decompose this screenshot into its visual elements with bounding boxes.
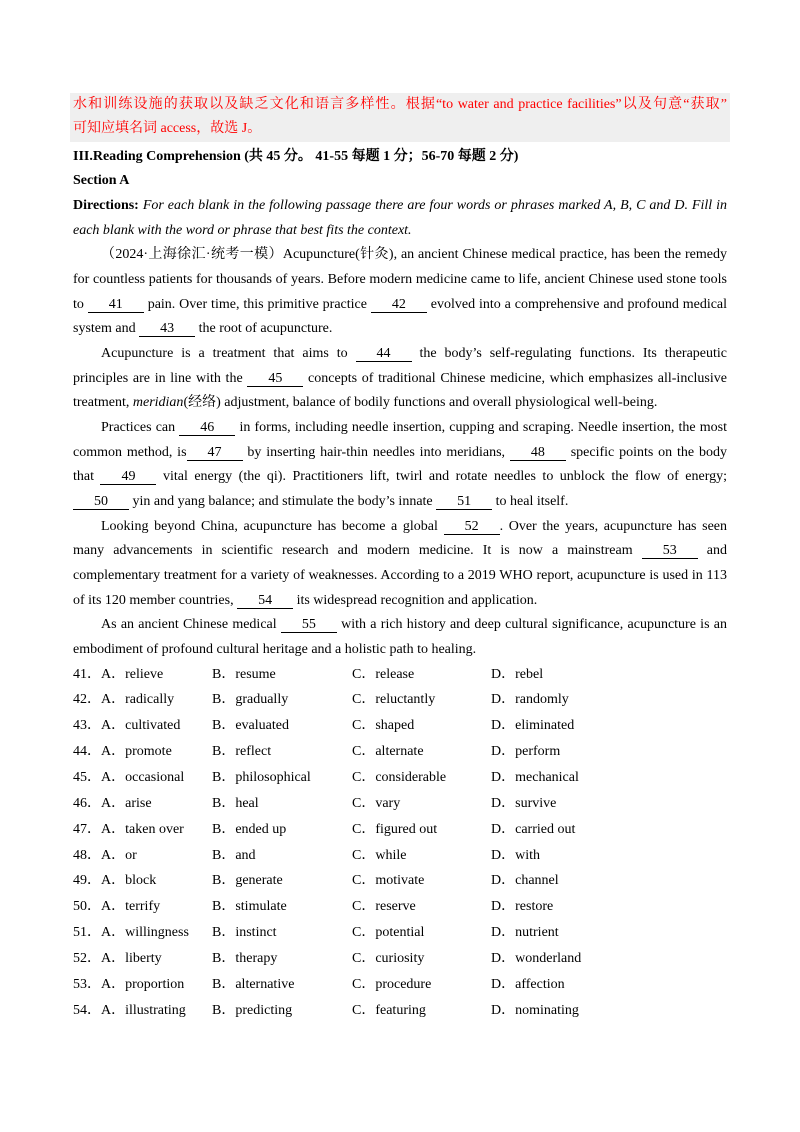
passage-paragraph-3: [73, 416, 727, 515]
option-d: [491, 791, 727, 817]
question-row: [73, 817, 727, 843]
option-text: taken over: [125, 821, 184, 837]
blank-51: 51: [436, 495, 492, 510]
passage-text: Practices can: [101, 420, 180, 436]
option-text: with: [515, 847, 541, 863]
option-text: figured out: [375, 821, 438, 837]
option-text: arise: [125, 795, 152, 811]
option-c: [352, 894, 491, 920]
option-text: therapy: [235, 950, 278, 966]
passage-text: with a rich history and deep cultural significance, acupuncture is an embodiment of profound cultural heritage and a holistic path to healing.: [73, 617, 727, 657]
option-label: C．: [352, 899, 376, 915]
option-d: [491, 662, 727, 688]
blank-44: 44: [356, 347, 412, 362]
option-text: terrify: [125, 899, 161, 915]
option-text: occasional: [125, 769, 185, 785]
option-label: A．: [101, 1002, 126, 1018]
option-text: reluctantly: [375, 692, 436, 708]
passage-text: As an ancient Chinese medical: [101, 617, 281, 633]
option-a: [73, 687, 212, 713]
option-label: D．: [491, 769, 516, 785]
question-row: [73, 791, 727, 817]
option-text: alternative: [235, 976, 295, 992]
blank-46: 46: [179, 421, 235, 436]
question-row: [73, 946, 727, 972]
option-text: instinct: [235, 925, 277, 941]
option-text: procedure: [375, 976, 432, 992]
directions-text: For each blank in the following passage there are four words or phrases marked A, B, C and D. Fill in each blank with the word or phrase that best fits the context.: [73, 198, 728, 238]
passage-text: specific points on the body that: [73, 444, 727, 485]
question-number: 51．: [73, 925, 101, 941]
question-number: 52．: [73, 950, 101, 966]
option-text: shaped: [375, 718, 415, 734]
option-text: curiosity: [375, 950, 425, 966]
option-c: [352, 739, 491, 765]
option-text: survive: [515, 795, 557, 811]
blank-53: 53: [642, 544, 698, 559]
question-number: 50．: [73, 899, 101, 915]
option-label: A．: [101, 744, 126, 760]
blank-55: 55: [281, 618, 337, 633]
question-number: 41．: [73, 666, 101, 682]
option-label: C．: [352, 950, 376, 966]
page-content: [73, 93, 727, 1024]
question-row: [73, 687, 727, 713]
passage-text: pain. Over time, this primitive practice: [143, 296, 371, 312]
option-c: [352, 868, 491, 894]
option-c: [352, 843, 491, 869]
question-number: 42．: [73, 692, 101, 708]
option-b: [212, 894, 352, 920]
option-label: C．: [352, 769, 376, 785]
passage-paragraph-1: [73, 243, 727, 342]
passage-text: and complementary treatment for a variety of weaknesses. According to a 2019 WHO report, acupuncture is used in 113 of its 120 member countries,: [73, 543, 728, 608]
question-number: 47．: [73, 821, 101, 837]
option-text: featuring: [375, 1002, 426, 1018]
question-row: [73, 920, 727, 946]
passage-text: . Over the years, acupuncture has seen many advancements in scientific research and modern medicine. It is now a mainstream: [73, 518, 727, 559]
option-label: B．: [212, 769, 236, 785]
option-a: [73, 920, 212, 946]
option-label: D．: [491, 976, 516, 992]
option-b: [212, 687, 352, 713]
question-number: 46．: [73, 795, 101, 811]
option-text: motivate: [375, 873, 425, 889]
option-label: B．: [212, 976, 236, 992]
passage-text: in forms, including needle insertion, cupping and scraping. Needle insertion, the most common method, is: [73, 420, 727, 460]
option-text: potential: [375, 925, 425, 941]
passage-text: its widespread recognition and application.: [293, 592, 538, 608]
passage-text: concepts of traditional Chinese medicine, which emphasizes all-inclusive treatment,: [73, 370, 727, 411]
option-text: willingness: [125, 925, 189, 941]
question-row: [73, 713, 727, 739]
option-label: A．: [101, 847, 126, 863]
question-number: 53．: [73, 976, 101, 992]
italic-term: meridian: [132, 395, 184, 411]
passage-text: (经络) adjustment, balance of bodily functions and overall physiological well-being.: [183, 395, 658, 411]
option-text: cultivated: [125, 718, 181, 734]
option-label: A．: [101, 976, 126, 992]
option-label: D．: [491, 821, 516, 837]
option-d: [491, 843, 727, 869]
option-a: [73, 894, 212, 920]
option-d: [491, 765, 727, 791]
option-label: A．: [101, 873, 126, 889]
blank-45: 45: [247, 372, 303, 387]
option-label: B．: [212, 873, 236, 889]
option-text: randomly: [515, 692, 569, 708]
passage-text: yin and yang balance; and stimulate the body’s innate: [129, 494, 437, 509]
option-text: reserve: [375, 899, 416, 915]
option-d: [491, 920, 727, 946]
question-number: 49．: [73, 873, 101, 889]
section-subheading: Section A: [73, 173, 130, 189]
option-a: [73, 817, 212, 843]
answer-explanation: [70, 93, 730, 142]
blank-47: 47: [187, 446, 243, 461]
option-c: [352, 920, 491, 946]
option-c: [352, 713, 491, 739]
option-label: D．: [491, 1002, 516, 1018]
option-text: proportion: [125, 976, 185, 992]
option-b: [212, 662, 352, 688]
blank-49: 49: [100, 470, 156, 485]
passage-paragraph-4: [73, 515, 727, 614]
option-label: D．: [491, 925, 516, 941]
option-a: [73, 998, 212, 1024]
option-label: A．: [101, 795, 126, 811]
option-text: predicting: [235, 1002, 293, 1018]
blank-42: 42: [371, 298, 427, 313]
option-label: A．: [101, 950, 126, 966]
option-c: [352, 765, 491, 791]
option-label: B．: [212, 692, 236, 708]
section-heading: III.Reading Comprehension (共 45 分。 41-55 每题 1 分；56-70 每题 2 分): [73, 148, 519, 164]
option-text: evaluated: [235, 718, 289, 734]
option-text: perform: [515, 744, 561, 760]
option-text: vary: [375, 795, 401, 811]
question-row: [73, 843, 727, 869]
option-d: [491, 998, 727, 1024]
option-text: heal: [235, 795, 259, 811]
option-b: [212, 972, 352, 998]
option-label: A．: [101, 718, 126, 734]
option-text: nutrient: [515, 925, 559, 941]
option-c: [352, 791, 491, 817]
option-text: liberty: [125, 950, 162, 966]
option-text: restore: [515, 899, 554, 915]
option-label: A．: [101, 899, 126, 915]
option-text: release: [375, 666, 415, 682]
option-text: alternate: [375, 744, 424, 760]
option-label: C．: [352, 873, 376, 889]
option-text: ended up: [235, 821, 287, 837]
option-label: A．: [101, 821, 126, 837]
option-label: B．: [212, 1002, 236, 1018]
passage-text: evolved into a comprehensive and profound medical system and: [73, 296, 728, 337]
option-b: [212, 920, 352, 946]
option-c: [352, 946, 491, 972]
option-text: resume: [235, 666, 276, 682]
option-c: [352, 998, 491, 1024]
question-number: 43．: [73, 718, 101, 734]
passage-text: Looking beyond China, acupuncture has become a global: [101, 518, 444, 534]
option-label: B．: [212, 847, 236, 863]
option-label: D．: [491, 950, 516, 966]
option-b: [212, 817, 352, 843]
question-number: 54．: [73, 1002, 101, 1018]
option-text: eliminated: [515, 718, 575, 734]
option-text: mechanical: [515, 769, 579, 785]
explanation-line-1: 水和训练设施的获取以及缺乏文化和语言多样性。根据“to water and practice facilities”以及句意“获取”: [73, 96, 727, 112]
option-label: A．: [101, 666, 126, 682]
option-label: C．: [352, 976, 376, 992]
option-b: [212, 868, 352, 894]
option-a: [73, 868, 212, 894]
question-list: [73, 662, 727, 1024]
option-label: B．: [212, 718, 236, 734]
option-c: [352, 972, 491, 998]
question-row: [73, 998, 727, 1024]
option-b: [212, 765, 352, 791]
option-label: C．: [352, 847, 376, 863]
option-text: while: [375, 847, 407, 863]
option-b: [212, 791, 352, 817]
option-a: [73, 843, 212, 869]
option-a: [73, 713, 212, 739]
option-text: reflect: [235, 744, 272, 760]
option-text: illustrating: [125, 1002, 186, 1018]
blank-48: 48: [510, 446, 566, 461]
option-c: [352, 817, 491, 843]
passage-text: by inserting hair-thin needles into meridians,: [242, 444, 510, 460]
option-label: B．: [212, 821, 236, 837]
option-label: D．: [491, 795, 516, 811]
blank-43: 43: [139, 322, 195, 337]
option-label: C．: [352, 666, 376, 682]
option-label: B．: [212, 795, 236, 811]
option-label: B．: [212, 666, 236, 682]
directions-label: Directions:: [73, 198, 139, 214]
option-d: [491, 713, 727, 739]
blank-52: 52: [444, 520, 500, 535]
option-d: [491, 946, 727, 972]
option-text: affection: [515, 976, 565, 992]
option-text: radically: [125, 692, 175, 708]
question-row: [73, 868, 727, 894]
option-text: considerable: [375, 769, 447, 785]
passage-text: the body’s self-regulating functions. Its therapeutic principles are in line with the: [73, 346, 727, 386]
question-row: [73, 972, 727, 998]
passage-text: the root of acupuncture.: [195, 321, 333, 337]
option-b: [212, 739, 352, 765]
option-a: [73, 972, 212, 998]
option-label: C．: [352, 795, 376, 811]
option-text: carried out: [515, 821, 576, 837]
question-number: 45．: [73, 769, 101, 785]
option-a: [73, 791, 212, 817]
question-row: [73, 662, 727, 688]
option-c: [352, 662, 491, 688]
option-text: generate: [235, 873, 283, 889]
blank-54: 54: [237, 594, 293, 609]
passage-text: vital energy (the qi). Practitioners lift, twirl and rotate needles to unblock the flow of energy;: [156, 469, 727, 485]
passage-paragraph-2: [73, 342, 727, 416]
option-label: C．: [352, 718, 376, 734]
option-d: [491, 739, 727, 765]
option-text: relieve: [125, 666, 164, 682]
option-b: [212, 998, 352, 1024]
option-text: channel: [515, 873, 559, 889]
passage-text: Acupuncture is a treatment that aims to: [101, 346, 356, 362]
option-b: [212, 713, 352, 739]
question-row: [73, 765, 727, 791]
question-number: 44．: [73, 744, 101, 760]
option-label: D．: [491, 666, 516, 682]
passage-text: to heal itself.: [492, 494, 569, 509]
blank-41: 41: [88, 298, 144, 313]
option-label: B．: [212, 950, 236, 966]
option-c: [352, 687, 491, 713]
option-label: D．: [491, 718, 516, 734]
explanation-line-2: 可知应填名词 access，故选 J。: [73, 121, 262, 137]
question-number: 48．: [73, 847, 101, 863]
option-text: rebel: [515, 666, 544, 682]
option-text: philosophical: [235, 769, 311, 785]
option-label: A．: [101, 769, 126, 785]
option-label: D．: [491, 744, 516, 760]
option-label: D．: [491, 847, 516, 863]
option-label: B．: [212, 744, 236, 760]
option-label: B．: [212, 899, 236, 915]
option-a: [73, 946, 212, 972]
option-b: [212, 946, 352, 972]
option-text: stimulate: [235, 899, 287, 915]
passage-paragraph-5: [73, 613, 727, 662]
option-b: [212, 843, 352, 869]
option-d: [491, 817, 727, 843]
option-text: nominating: [515, 1002, 579, 1018]
option-text: gradually: [235, 692, 289, 708]
option-text: or: [125, 847, 137, 863]
option-a: [73, 739, 212, 765]
option-d: [491, 687, 727, 713]
option-label: C．: [352, 692, 376, 708]
option-text: wonderland: [515, 950, 582, 966]
option-a: [73, 765, 212, 791]
option-label: D．: [491, 899, 516, 915]
option-label: A．: [101, 692, 126, 708]
option-d: [491, 972, 727, 998]
option-label: C．: [352, 821, 376, 837]
option-label: C．: [352, 925, 376, 941]
option-label: C．: [352, 1002, 376, 1018]
question-row: [73, 894, 727, 920]
option-text: promote: [125, 744, 172, 760]
option-text: block: [125, 873, 157, 889]
option-label: B．: [212, 925, 236, 941]
passage-text: （2024·上海徐汇·统考一模）Acupuncture(针灸), an ancient Chinese medical practice, has been the remedy for countless patients for thousands of years. Before modern medicine came to life, ancient Chinese used stone tools to: [73, 247, 727, 312]
blank-50: 50: [73, 495, 129, 510]
option-d: [491, 894, 727, 920]
option-text: and: [235, 847, 256, 863]
option-label: D．: [491, 692, 516, 708]
option-a: [73, 662, 212, 688]
option-d: [491, 868, 727, 894]
option-label: D．: [491, 873, 516, 889]
question-row: [73, 739, 727, 765]
option-label: A．: [101, 925, 126, 941]
option-label: C．: [352, 744, 376, 760]
directions: [73, 194, 727, 243]
